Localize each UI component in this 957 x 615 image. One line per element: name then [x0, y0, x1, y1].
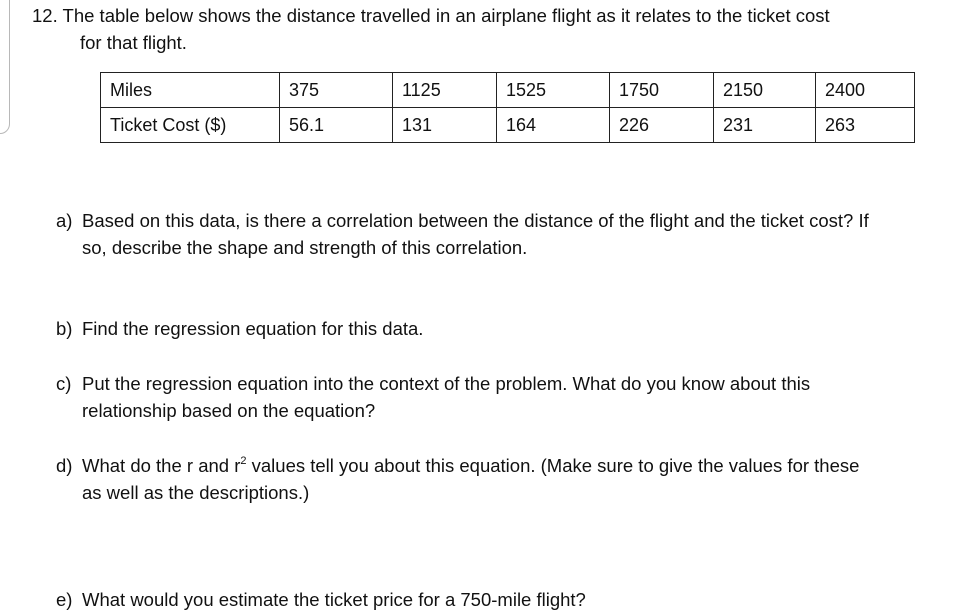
table-cell: 131 — [393, 108, 497, 143]
table-cell: 1525 — [497, 73, 610, 108]
question-text-line2: as well as the descriptions.) — [82, 482, 310, 503]
table-cell: 375 — [280, 73, 393, 108]
table-cell: 231 — [714, 108, 816, 143]
question-text-line1: Find the regression equation for this data. — [82, 318, 424, 339]
problem-text-line2: for that flight. — [80, 32, 187, 53]
table-row-miles — [101, 73, 915, 108]
superscript-two: 2 — [240, 455, 247, 467]
row-header-miles: Miles — [101, 73, 280, 108]
problem-statement — [32, 2, 947, 56]
table-row-ticket-cost — [101, 108, 915, 143]
question-letter: e) — [56, 589, 73, 610]
question-b — [56, 315, 951, 342]
question-text-line1 — [56, 452, 951, 479]
question-letter: a) — [56, 210, 73, 231]
table-cell: 1750 — [610, 73, 714, 108]
question-e — [56, 586, 951, 613]
question-letter: c) — [56, 373, 72, 394]
question-text-line2: relationship based on the equation? — [82, 400, 376, 421]
table-cell: 263 — [816, 108, 915, 143]
question-letter: b) — [56, 318, 73, 339]
question-text-line2: so, describe the shape and strength of this correlation. — [82, 237, 528, 258]
question-text-line1: Put the regression equation into the context of the problem. What do you know about this — [82, 373, 811, 394]
question-letter: d) — [56, 455, 73, 476]
table-cell: 226 — [610, 108, 714, 143]
table-cell: 2400 — [816, 73, 915, 108]
question-text-line1: Based on this data, is there a correlation between the distance of the flight and the ticket cost? If — [82, 210, 869, 231]
table-cell: 2150 — [714, 73, 816, 108]
problem-number: 12. — [32, 5, 58, 26]
table-cell: 164 — [497, 108, 610, 143]
question-text-after-sup: values tell you about this equation. (Make sure to give the values for these — [246, 455, 860, 476]
question-c — [56, 370, 951, 424]
table-cell: 56.1 — [280, 108, 393, 143]
question-text-before-sup: What do the r and r — [82, 455, 241, 476]
question-d — [56, 452, 951, 506]
row-header-ticket-cost: Ticket Cost ($) — [101, 108, 280, 143]
page-edge-decoration — [0, 0, 10, 134]
problem-text-line1: The table below shows the distance travelled in an airplane flight as it relates to the ticket cost — [62, 5, 830, 26]
question-text-line1: What would you estimate the ticket price for a 750-mile flight? — [82, 589, 586, 610]
table-cell: 1125 — [393, 73, 497, 108]
data-table — [100, 72, 915, 143]
question-a — [56, 207, 951, 261]
